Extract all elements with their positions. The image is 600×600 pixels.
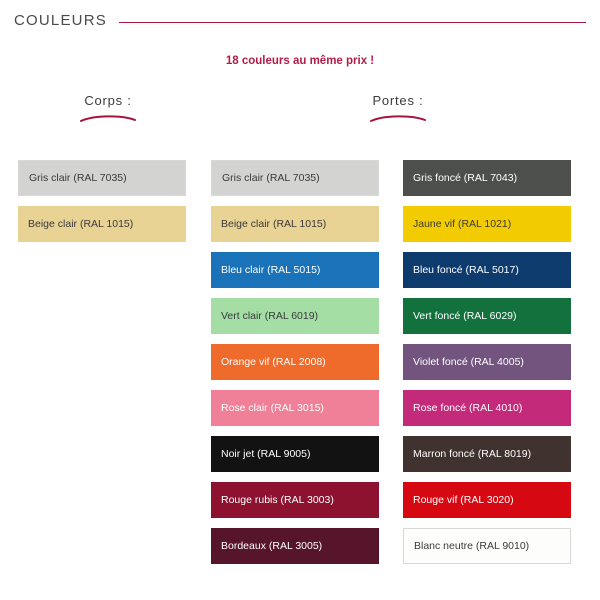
colour-swatch-label: Beige clair (RAL 1015) xyxy=(28,218,134,230)
colour-row xyxy=(0,206,600,252)
column-heading-corps-label: Corps : xyxy=(84,93,132,108)
colour-swatch-label: Vert foncé (RAL 6029) xyxy=(413,310,517,322)
colour-swatch[interactable] xyxy=(18,160,186,196)
colour-row xyxy=(0,160,600,206)
colour-swatch-label: Jaune vif (RAL 1021) xyxy=(413,218,512,230)
colour-swatch-label: Rouge rubis (RAL 3003) xyxy=(221,494,334,506)
colour-swatch-label: Vert clair (RAL 6019) xyxy=(221,310,319,322)
colour-grid xyxy=(0,160,600,574)
underline-swoosh-icon xyxy=(370,114,426,124)
colour-swatch[interactable] xyxy=(211,436,379,472)
colour-swatch-label: Rose clair (RAL 3015) xyxy=(221,402,324,414)
colour-swatch[interactable] xyxy=(403,528,571,564)
colour-swatch[interactable] xyxy=(211,298,379,334)
colour-row xyxy=(0,298,600,344)
colour-swatch[interactable] xyxy=(211,482,379,518)
header-divider xyxy=(119,22,586,23)
colour-swatch[interactable] xyxy=(403,344,571,380)
colour-swatch[interactable] xyxy=(211,160,379,196)
colour-swatch[interactable] xyxy=(403,206,571,242)
colour-swatch[interactable] xyxy=(211,390,379,426)
colour-swatch[interactable] xyxy=(403,482,571,518)
colour-swatch-label: Violet foncé (RAL 4005) xyxy=(413,356,524,368)
colour-swatch[interactable] xyxy=(211,528,379,564)
colour-swatch[interactable] xyxy=(211,206,379,242)
colour-row xyxy=(0,528,600,574)
colour-row xyxy=(0,390,600,436)
colour-swatch-label: Beige clair (RAL 1015) xyxy=(221,218,327,230)
subtitle: 18 couleurs au même prix ! xyxy=(225,55,375,67)
column-heading-portes xyxy=(298,93,498,129)
colour-row xyxy=(0,344,600,390)
colour-swatch-label: Bleu foncé (RAL 5017) xyxy=(413,264,519,276)
colour-swatch-label: Bordeaux (RAL 3005) xyxy=(221,540,323,552)
colour-row xyxy=(0,252,600,298)
colour-swatch[interactable] xyxy=(403,436,571,472)
column-heading-portes-label: Portes : xyxy=(372,93,424,108)
colour-swatch-label: Rouge vif (RAL 3020) xyxy=(413,494,514,506)
colour-swatch-label: Gris foncé (RAL 7043) xyxy=(413,172,518,184)
colour-swatch[interactable] xyxy=(18,206,186,242)
column-heading-corps xyxy=(8,93,208,129)
colour-swatch-label: Bleu clair (RAL 5015) xyxy=(221,264,321,276)
colour-swatch[interactable] xyxy=(403,390,571,426)
colour-swatch[interactable] xyxy=(403,298,571,334)
colour-swatch-label: Noir jet (RAL 9005) xyxy=(221,448,311,460)
colour-swatch-label: Gris clair (RAL 7035) xyxy=(29,172,127,184)
underline-swoosh-icon xyxy=(80,114,136,124)
page-title: COULEURS xyxy=(14,12,107,29)
colour-swatch-label: Blanc neutre (RAL 9010) xyxy=(414,540,530,552)
colour-swatch-label: Orange vif (RAL 2008) xyxy=(221,356,326,368)
colour-swatch-label: Marron foncé (RAL 8019) xyxy=(413,448,532,460)
colour-swatch-label: Rose foncé (RAL 4010) xyxy=(413,402,523,414)
colour-swatch[interactable] xyxy=(403,160,571,196)
colour-swatch[interactable] xyxy=(211,344,379,380)
column-headings xyxy=(0,93,600,139)
colour-swatch[interactable] xyxy=(211,252,379,288)
colour-swatch-label: Gris clair (RAL 7035) xyxy=(222,172,320,184)
colour-row xyxy=(0,482,600,528)
colour-swatch[interactable] xyxy=(403,252,571,288)
colour-row xyxy=(0,436,600,482)
page-header xyxy=(0,0,600,29)
